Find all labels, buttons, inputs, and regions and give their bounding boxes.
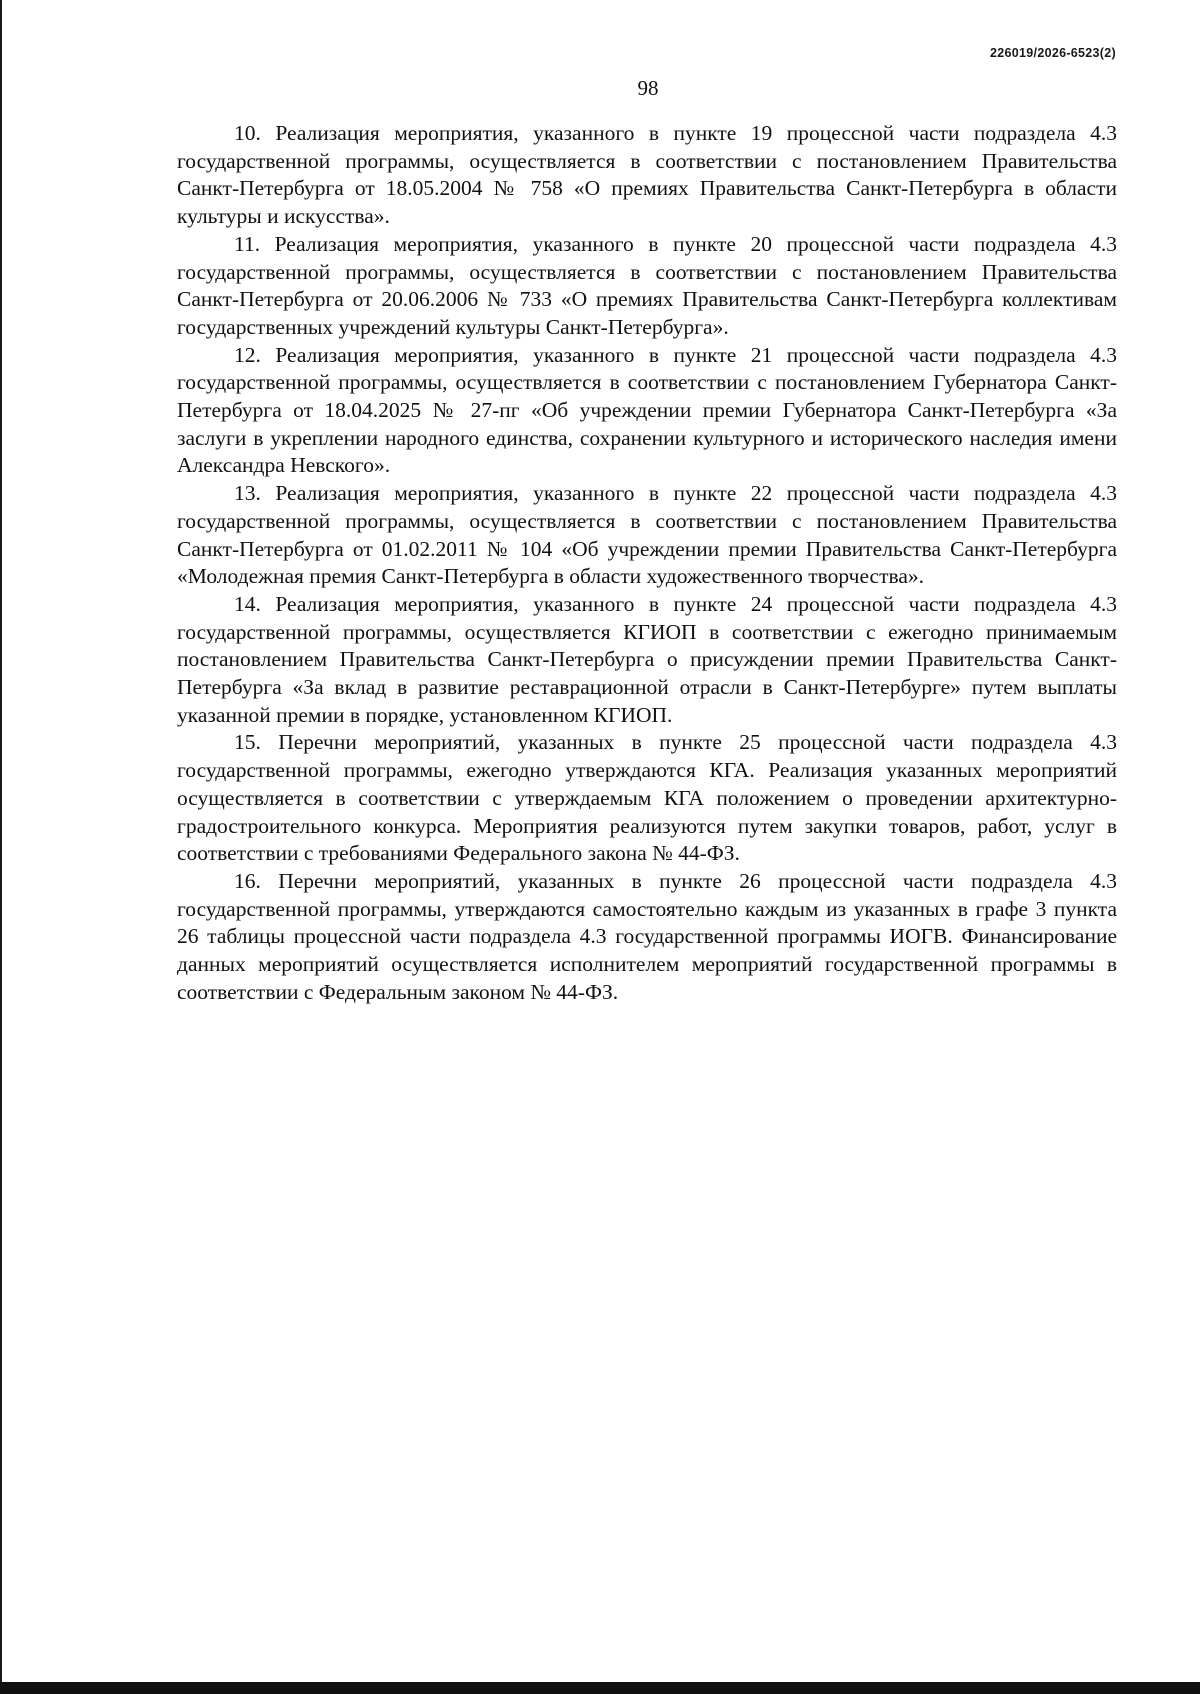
paragraph-13: 13. Реализация мероприятия, указанного в пункте 22 процессной части подраздела 4.3 государственной программы, осуществляется в соответствии с постановлением Правительства Санкт-Петербурга от 01.02.2011 № 104 «Об учреждении премии Правительства Санкт-Петербурга «Молодежная премия Санкт-Петербурга в области художественного творчества». [177, 481, 1117, 589]
scan-edge-bottom [0, 1682, 1200, 1694]
paragraph-16: 16. Перечни мероприятий, указанных в пункте 26 процессной части подраздела 4.3 государственной программы, утверждаются самостоятельно каждым из указанных в графе 3 пункта 26 таблицы процессной части подраздела 4.3 государственной программы ИОГВ. Финансирование данных мероприятий осуществляется исполнителем мероприятий государственной программы в соответствии с Федеральным законом № 44-ФЗ. [177, 868, 1117, 1004]
paragraph-12: 12. Реализация мероприятия, указанного в пункте 21 процессной части подраздела 4.3 государственной программы, осуществляется в соответствии с постановлением Губернатора Санкт-Петербурга от 18.04.2025 № 27-пг «Об учреждении премии Губернатора Санкт-Петербурга «За заслуги в укреплении народного единства, сохранении культурного и исторического наследия имени Александра Невского». [177, 342, 1117, 478]
scan-edge-left [0, 0, 2, 1682]
paragraph-11: 11. Реализация мероприятия, указанного в пункте 20 процессной части подраздела 4.3 государственной программы, осуществляется в соответствии с постановлением Правительства Санкт-Петербурга от 20.06.2006 № 733 «О премиях Правительства Санкт-Петербурга коллективам государственных учреждений культуры Санкт-Петербурга». [177, 231, 1117, 339]
paragraph-14: 14. Реализация мероприятия, указанного в пункте 24 процессной части подраздела 4.3 государственной программы, осуществляется КГИОП в соответствии с ежегодно принимаемым постановлением Правительства Санкт-Петербурга о присуждении премии Правительства Санкт-Петербурга «За вклад в развитие реставрационной отрасли в Санкт-Петербурге» путем выплаты указанной премии в порядке, установленном КГИОП. [177, 591, 1117, 727]
document-body [177, 120, 1117, 1007]
document-id: 226019/2026-6523(2) [990, 46, 1116, 60]
paragraph-10: 10. Реализация мероприятия, указанного в пункте 19 процессной части подраздела 4.3 государственной программы, осуществляется в соответствии с постановлением Правительства Санкт-Петербурга от 18.05.2004 № 758 «О премиях Правительства Санкт-Петербурга в области культуры и искусства». [177, 121, 1117, 229]
paragraph-15: 15. Перечни мероприятий, указанных в пункте 25 процессной части подраздела 4.3 государственной программы, ежегодно утверждаются КГА. Реализация указанных мероприятий осуществляется в соответствии с утверждаемым КГА положением о проведении архитектурно-градостроительного конкурса. Мероприятия реализуются путем закупки товаров, работ, услуг в соответствии с требованиями Федерального закона № 44-ФЗ. [177, 730, 1117, 866]
page-number: 98 [637, 76, 659, 100]
